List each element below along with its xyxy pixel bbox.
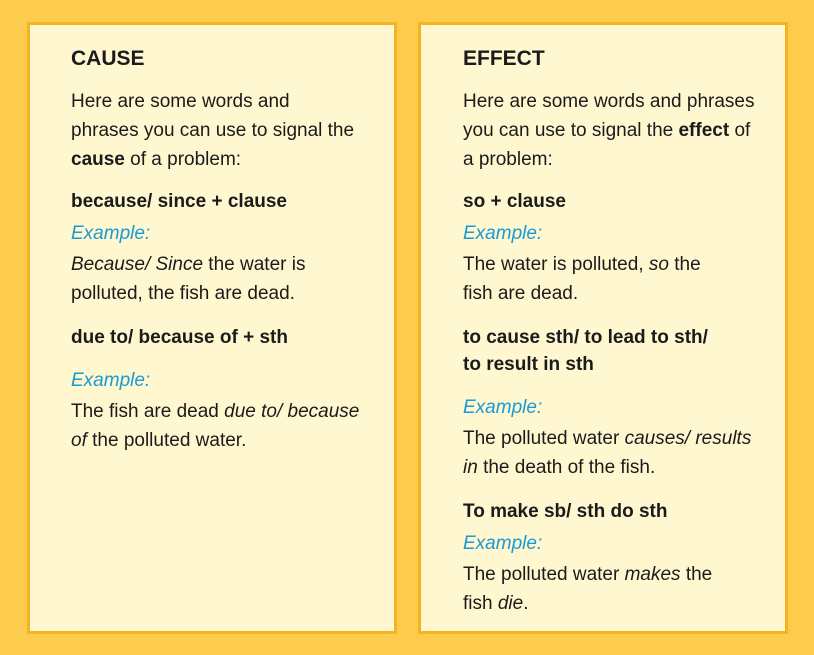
effect-example-3-start: The polluted water — [463, 564, 625, 585]
effect-example-3-rest: . — [523, 593, 529, 614]
effect-example-3-mid: the fish — [463, 564, 713, 614]
effect-example-2-italic: causes/ results in — [463, 428, 752, 478]
effect-example-3-italic: makes — [624, 564, 681, 585]
effect-rule-2-line-2: to result in sth — [463, 354, 594, 375]
effect-rule-2-line-1: to cause sth/ to lead to sth/ — [463, 327, 708, 348]
cause-example-2-start: The fish are dead — [71, 401, 225, 422]
effect-example-2 — [463, 424, 753, 482]
effect-example-3-italic-2: die — [497, 593, 524, 614]
cause-example-1-rest: the water is polluted, the fish are dead. — [71, 254, 306, 304]
effect-example-3 — [463, 560, 733, 618]
effect-example-1-italic: so — [648, 254, 669, 275]
cause-intro — [71, 87, 361, 174]
effect-rule-3: To make sb/ sth do sth — [463, 501, 668, 522]
cause-rule-2: due to/ because of + sth — [71, 327, 288, 348]
cause-example-label-2: Example: — [71, 370, 151, 391]
cause-rule-1: because/ since + clause — [71, 191, 287, 212]
effect-intro-text: Here are some words and phrases you can use to signal the — [463, 91, 755, 141]
cause-example-1-italic: Because/ Since — [71, 254, 204, 275]
effect-intro-text-end: of a problem: — [463, 120, 751, 170]
effect-example-label-1: Example: — [463, 223, 543, 244]
cause-intro-text-end: of a problem: — [124, 149, 242, 170]
effect-example-2-start: The polluted water — [463, 428, 625, 449]
effect-example-1 — [463, 250, 733, 308]
effect-example-1-rest: the fish are dead. — [463, 254, 701, 304]
effect-intro-bold: effect — [678, 120, 730, 141]
effect-rule-1: so + clause — [463, 191, 566, 212]
cause-heading: CAUSE — [71, 47, 145, 70]
effect-rule-2 — [463, 324, 771, 378]
effect-example-2-rest: the death of the fish. — [477, 457, 656, 478]
effect-example-label-2: Example: — [463, 397, 543, 418]
cause-example-2-rest: the polluted water. — [86, 430, 247, 451]
cause-example-2 — [71, 397, 380, 455]
cause-example-1 — [71, 250, 380, 308]
cause-card — [27, 22, 397, 634]
effect-card — [418, 22, 788, 634]
effect-example-1-start: The water is polluted, — [463, 254, 649, 275]
effect-example-label-3: Example: — [463, 533, 543, 554]
cause-intro-text: Here are some words and phrases you can use to signal the — [71, 91, 355, 141]
cause-example-label-1: Example: — [71, 223, 151, 244]
cause-intro-bold: cause — [71, 149, 125, 170]
effect-intro — [463, 87, 763, 174]
cause-example-2-italic: due to/ because of — [71, 401, 360, 451]
effect-heading: EFFECT — [463, 47, 545, 70]
